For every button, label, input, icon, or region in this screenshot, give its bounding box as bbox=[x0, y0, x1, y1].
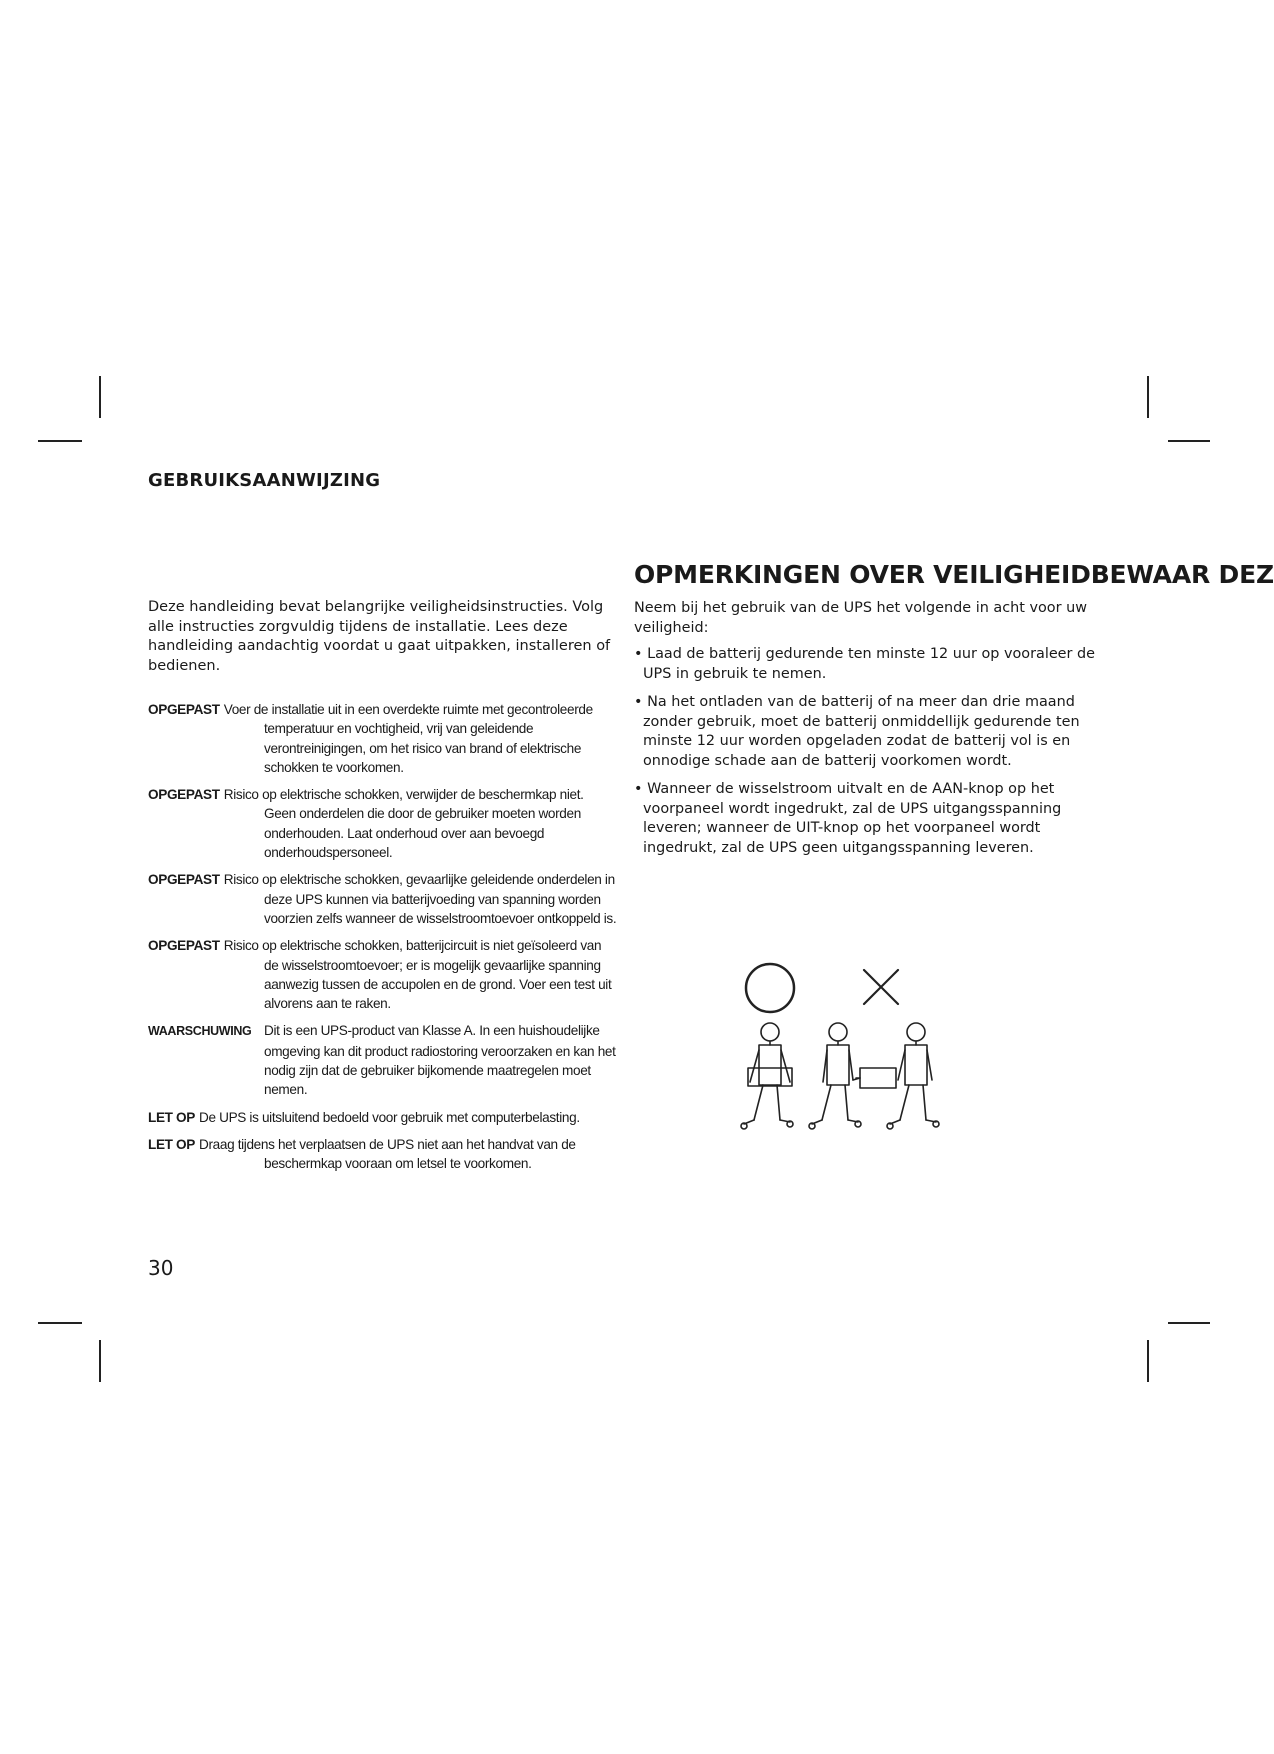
person-carrying-wrong-icon bbox=[809, 1023, 861, 1129]
note-label: OPGEPAST bbox=[148, 702, 220, 717]
wrong-cross-icon bbox=[864, 970, 898, 1004]
note-label: OPGEPAST bbox=[148, 938, 220, 954]
note-text: Risico op elektrische schokken, batterijcircuit is niet geïsoleerd van de wisselstroomtoevoer; er is mogelijk gevaarlijke spanning aanwezig tussen de accupolen en de grond. Voer een test uit alvorens aan te raken. bbox=[223, 938, 612, 1012]
ups-box-icon bbox=[856, 1068, 896, 1088]
list-item: • Laad de batterij gedurende ten minste 12 uur op vooraleer de UPS in gebruik te nemen. bbox=[634, 646, 1096, 682]
list-item: • Na het ontladen van de batterij of na meer dan drie maand zonder gebruik, moet de batterij onmiddellijk gedurende ten minste 12 uur worden opgeladen zodat de batterij vol is en onnodige schade aan de batterij voorkomen wordt. bbox=[634, 694, 1080, 769]
correct-circle-icon bbox=[746, 964, 794, 1012]
caution-note bbox=[148, 870, 618, 928]
crop-mark bbox=[99, 376, 101, 418]
caution-note bbox=[148, 785, 618, 862]
note-text: De UPS is uitsluitend bedoeld voor gebruik met computerbelasting. bbox=[199, 1109, 580, 1125]
note-text: Voer de installatie uit in een overdekte ruimte met gecontroleerde temperatuur en vochtigheid, vrij van geleidende verontreinigingen, om het risico van brand of elektrische schokken te voorkomen. bbox=[223, 702, 593, 775]
caution-notes bbox=[148, 700, 618, 1182]
safety-heading: OPMERKINGEN OVER VEILIGHEIDBEWAAR DEZ bbox=[634, 560, 1274, 589]
person-carrying-correct-icon bbox=[741, 1023, 793, 1129]
caution-note bbox=[148, 700, 618, 777]
person-standing-icon bbox=[887, 1023, 939, 1129]
note-text: Risico op elektrische schokken, gevaarlijke geleidende onderdelen in deze UPS kunnen via batterijvoeding van spanning worden voorzien zelfs wanneer de wisselstroomtoevoer ontkoppeld is. bbox=[223, 872, 617, 926]
crop-mark bbox=[1168, 1322, 1210, 1324]
safety-list bbox=[634, 645, 1104, 867]
safety-intro: Neem bij het gebruik van de UPS het volgende in acht voor uw veiligheid: bbox=[634, 600, 1087, 636]
attention-note bbox=[148, 1135, 618, 1174]
crop-mark bbox=[38, 1322, 82, 1324]
note-text: Draag tijdens het verplaatsen de UPS niet aan het handvat van de beschermkap vooraan om letsel te voorkomen. bbox=[199, 1136, 576, 1172]
caution-note bbox=[148, 936, 618, 1013]
carrying-illustration bbox=[732, 952, 952, 1142]
crop-mark bbox=[1147, 376, 1149, 418]
note-text: Risico op elektrische schokken, verwijder de beschermkap niet. Geen onderdelen die door de gebruiker moeten worden onderhouden. Laat onderhoud over aan bevoegd onderhoudspersoneel. bbox=[223, 787, 584, 861]
page-number: 30 bbox=[148, 1256, 174, 1280]
warning-note bbox=[148, 1021, 618, 1099]
note-label: LET OP bbox=[148, 1109, 195, 1125]
note-label: OPGEPAST bbox=[148, 872, 220, 888]
note-label: WAARSCHUWING bbox=[148, 1024, 252, 1039]
crop-mark bbox=[1147, 1340, 1149, 1382]
attention-note bbox=[148, 1108, 618, 1127]
crop-mark bbox=[99, 1340, 101, 1382]
list-item: • Wanneer de wisselstroom uitvalt en de AAN-knop op het voorpaneel wordt ingedrukt, zal de UPS uitgangsspanning leveren; wanneer de UIT-knop op het voorpaneel wordt ingedrukt, zal de UPS geen uitgangsspanning leveren. bbox=[634, 781, 1062, 856]
crop-mark bbox=[38, 440, 82, 442]
note-label: OPGEPAST bbox=[148, 787, 220, 803]
section-title: GEBRUIKSAANWIJZING bbox=[148, 470, 381, 491]
crop-mark bbox=[1168, 440, 1210, 442]
intro-paragraph: Deze handleiding bevat belangrijke veiligheidsinstructies. Volg alle instructies zorgvuldig tijdens de installatie. Lees deze handleiding aandachtig voordat u gaat uitpakken, installeren of bedienen. bbox=[148, 599, 611, 674]
note-label: LET OP bbox=[148, 1136, 195, 1152]
note-text: Dit is een UPS-product van Klasse A. In een huishoudelijke omgeving kan dit product radiostoring veroorzaken en kan het nodig zijn dat de gebruiker bijkomende maatregelen moet nemen. bbox=[264, 1023, 616, 1098]
